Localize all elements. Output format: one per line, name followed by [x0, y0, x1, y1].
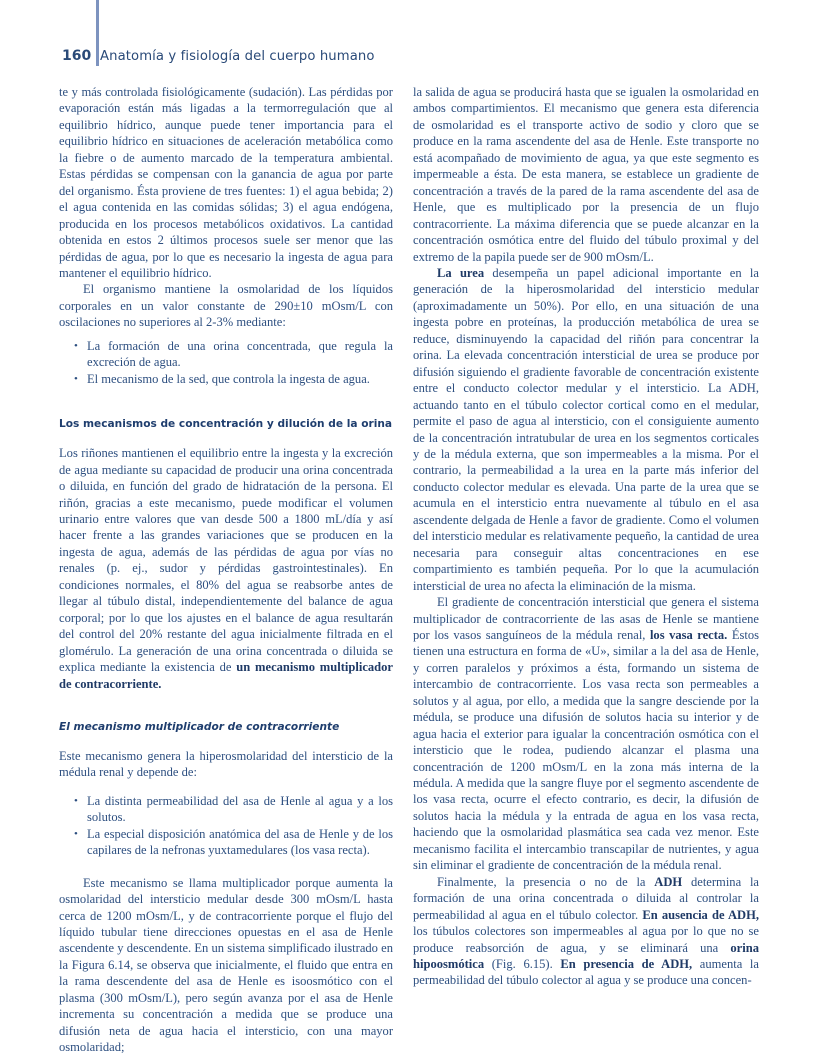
paragraph-text: Finalmente, la presencia o no de la [437, 874, 655, 889]
emphasis: ADH [654, 874, 683, 889]
paragraph-text: (Fig. 6.15). [484, 957, 561, 972]
paragraph-text: Los riñones mantienen el equilibrio entre la ingesta y la excreción de agua mediante su capacidad de producir una orina concentrada o diluida, en función del grado de hidratación de la persona. El riñón, gracias a este mecanismo, puede modificar el volumen urinario entre valores que van desde 500 a 1800 mL/día y así hacer frente a las grandes variaciones que se producen en la ingesta de agua, además de las pérdidas de agua por vías no renales (p. ej., sudor y pérdidas gastrointestinales). En condiciones normales, el 80% del agua se reabsorbe antes de llegar al túbulo distal, independientemente del balance de agua corporal; por lo que los ajustes en el balance de agua resultarán del control del 20% restante del agua inicialmente filtrada en el glomérulo. La generación de una orina concentrada o diluida se explica mediante la existencia de [59, 446, 393, 675]
paragraph: El organismo mantiene la osmolaridad de los líquidos corporales en un valor constante de 290±10 mOsm/L con oscilaciones no superiores al 2-3% mediante: [59, 282, 393, 330]
section-heading: Los mecanismos de concentración y dilución de la orina [59, 418, 393, 431]
spacer [59, 859, 393, 875]
subsection-heading: El mecanismo multiplicador de contracorriente [59, 720, 340, 733]
paragraph: Este mecanismo se llama multiplicador porque aumenta la osmolaridad del intersticio medular desde 300 mOsm/L hasta cerca de 1200 mOsm/L, y de contracorriente porque el flujo del líquido tubular tiene direcciones opuestas en el asa de Henle ascendente y descendente. En un sistema simplificado ilustrado en la Figura 6.14, se observa que inicialmente, el fluido que entra en la rama descendente del asa de Henle es isoosmótico con el plasma (300 mOsm/L), pero según avanza por el asa de Henle incrementa su concentración a medida que se produce una difusión neta de agua hacia el intersticio, con una mayor osmolaridad; [59, 875, 393, 1055]
paragraph [413, 874, 759, 989]
paragraph: te y más controlada fisiológicamente (sudación). Las pérdidas por evaporación están más ligadas a la termorregulación que al equilibrio hídrico, aunque puede tener importancia para el equilibrio hídrico en situaciones de aceleración metabólica como la fiebre o de aumento marcado de la temperatura ambiental. Estas pérdidas se compensan con la ganancia de agua por parte del organismo. Ésta proviene de tres fuentes: 1) el agua bebida; 2) el agua contenida en las comidas sólidas; 3) el agua endógena, producida en los procesos metabólicos oxidativos. La cantidad obtenida en estos 2 últimos procesos suele ser menor que las pérdidas de agua, por lo que es necesario la ingesta de agua para mantener el equilibrio hídrico. [59, 85, 393, 280]
bullet-list [59, 338, 393, 387]
paragraph-text: El gradiente de concentración intersticial que genera el sistema multiplicador de contracorriente de las asas de Henle se mantiene por los vasos sanguíneos de la médula renal, [413, 595, 759, 642]
paragraph [413, 265, 759, 594]
page-header [62, 48, 375, 70]
list-item: • El mecanismo de la sed, que controla la ingesta de agua. [87, 371, 393, 387]
emphasis: La urea [437, 265, 485, 280]
paragraph: la salida de agua se producirá hasta que se igualen la osmolaridad en ambos compartimientos. El mecanismo que genera esta diferencia de osmolaridad es el transporte activo de sodio y cloro que se produce en la rama ascendente del asa de Henle. Este transporte no está acompañado de movimiento de agua, ya que este segmento es impermeable a ésta. De esta manera, se establece un gradiente de concentración a través de la pared de la rama ascendente del asa de Henle, que es multiplicado por la presencia de un flujo contracorriente. La máxima diferencia que se puede alcanzar en la concentración osmótica entre del fluido del túbulo proximal y del extremo de la papila puede ser de 900 mOsm/L. [413, 85, 759, 264]
emphasis: En ausencia de ADH, [642, 907, 759, 922]
running-title: Anatomía y fisiología del cuerpo humano [100, 49, 375, 64]
list-item: • La formación de una orina concentrada, que regula la excreción de agua. [87, 338, 393, 371]
paragraph-text: Éstos tienen una estructura en forma de «U», similar a la del asa de Henle, y corren paralelos y próximos a ésta, formando un sistema de intercambio de contracorriente. Los vasa recta son permeables a solutos y al agua, por ello, a medida que la sangre desciende por la médula, se produce una difusión de solutos hacia su interior y de agua hacia el exterior para igualar la concentración osmótica con el intersticio que le rodea, pudiendo alcanzar el plasma una concentración de 1200 mOsm/L en la zona más interna de la médula. A medida que la sangre fluye por el segmento ascendente de los vasa recta, ocurre el efecto contrario, es decir, la difusión de solutos hacia la médula y la entrada de agua en los vasa recta, haciendo que la osmolaridad plasmática sea cada vez menor. Este mecanismo facilita el intercambio transcapilar de nutrientes, y agua sin eliminar el gradiente de concentración de la médula renal. [413, 627, 760, 873]
paragraph-text: determina la formación de una orina concentrada o diluida al controlar la permeabilidad al agua en el túbulo colector. [413, 874, 759, 922]
list-item: • La distinta permeabilidad del asa de Henle al agua y a los solutos. [87, 793, 393, 826]
paragraph: Este mecanismo genera la hiperosmolaridad del intersticio de la médula renal y depende de: [59, 748, 393, 780]
paragraph-text: aumenta la permeabilidad del túbulo colector al agua y se produce una concen- [413, 957, 759, 988]
left-column [59, 84, 393, 1056]
emphasis: En presencia de ADH, [560, 957, 693, 972]
paragraph [413, 594, 759, 874]
page-number: 160 [62, 48, 92, 64]
list-item: • La especial disposición anatómica del asa de Henle y de los capilares de la nefronas yuxtamedulares (los vasa recta). [87, 826, 393, 859]
paragraph-text: desempeña un papel adicional importante en la generación de la hiperosmolaridad del intersticio medular (aproximadamente un 50%). Por ello, en una situación de una ingesta pobre en proteínas, la producción metabólica de urea se reduce, disminuyendo la capacidad del riñón para concentrar la orina. La elevada concentración intersticial de urea se produce por difusión siguiendo el gradiente favorable de concentración existente entre el conducto colector medular y el intersticio. La ADH, actuando tanto en el túbulo colector cortical como en el medular, permite el paso de agua al intersticio, con el consiguiente aumento de la concentración intratubular de urea en los segmentos corticales y de la médula externa, que son impermeables a la misma. Por el contrario, la permeabilidad a la urea en la parte más inferior del conducto colector medular es elevada. Una parte de la urea que se acumula en el intersticio entra nuevamente al túbulo en el asa ascendente delgada de Henle a favor de gradiente. Como el volumen del intersticio medular es relativamente pequeño, la cantidad de urea necesaria para conseguir altas concentraciones en ese compartimiento es también pequeña. Por lo que la acumulación intersticial de urea no afecta la eliminación de la misma. [413, 265, 759, 593]
paragraph [59, 445, 393, 692]
right-column [413, 84, 759, 989]
emphasis: orina hipoosmótica [413, 940, 759, 972]
bullet-list [59, 793, 393, 859]
paragraph-text: los túbulos colectores son impermeables al agua por lo que no se produce reabsorción de agua, y se eliminará una [413, 924, 759, 955]
emphasis: un mecanismo multiplicador de contracorriente. [59, 660, 393, 691]
emphasis: los vasa recta. [649, 627, 728, 642]
